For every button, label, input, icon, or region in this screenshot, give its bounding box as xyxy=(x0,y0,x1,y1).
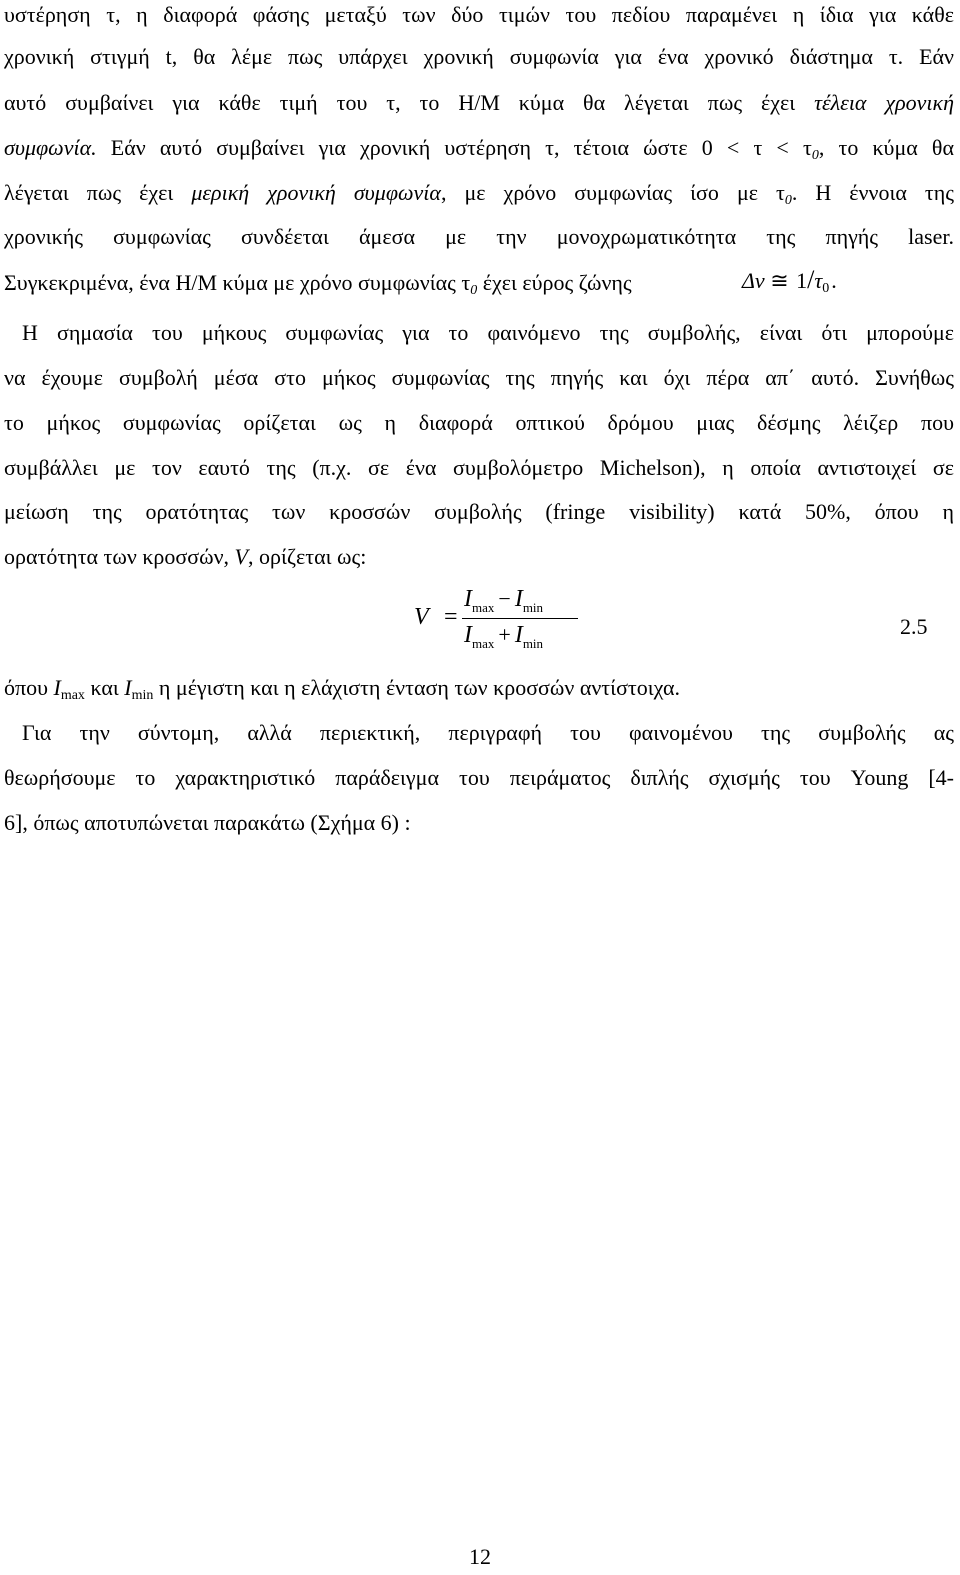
text-line-17 xyxy=(4,808,954,838)
text-line-16 xyxy=(4,763,954,793)
line-13-end: , ορίζεται ως: xyxy=(248,544,367,569)
bandwidth-tau-sub: 0 xyxy=(822,281,830,296)
text-line-15 xyxy=(4,718,954,748)
denominator-min-sub: min xyxy=(522,636,544,651)
numerator-i-max: I xyxy=(464,586,472,612)
tau-0-subscript-3: 0 xyxy=(470,283,478,298)
bandwidth-period: . xyxy=(831,268,837,293)
text-line-3 xyxy=(4,88,954,118)
text-line-4 xyxy=(4,133,954,167)
bandwidth-slash: / xyxy=(807,265,815,294)
denominator-max-sub: max xyxy=(472,636,495,651)
bandwidth-one: 1 xyxy=(796,268,808,293)
line-4-term: συμφωνία. xyxy=(4,135,97,160)
numerator-max-sub: max xyxy=(472,600,495,615)
line-17-text: 6], όπως αποτυπώνεται παρακάτω (Σχήμα 6) : xyxy=(4,810,411,835)
delta-nu: Δν xyxy=(742,268,765,293)
line-6-text: χρονικής συμφωνίας συνδέεται άμεσα με την μονοχρωματικότητα της πηγής laser. xyxy=(4,224,954,249)
line-3-text: αυτό συμβαίνει για κάθε τιμή του τ, το Η/Μ κύμα θα λέγεται πως έχει xyxy=(4,90,796,115)
approx-sign: ≅ xyxy=(770,268,789,293)
line-5-mid: , με χρόνο συμφωνίας ίσο με τ xyxy=(440,180,785,205)
visibility-symbol: V xyxy=(234,544,248,569)
line-5-end: . Η έννοια της xyxy=(791,180,954,205)
bandwidth-fraction xyxy=(796,265,829,300)
line-7-text: Συγκεκριμένα, ένα Η/Μ κύμα με χρόνο συμφωνίας τ xyxy=(4,270,471,295)
line-14-and: και xyxy=(84,675,125,700)
bandwidth-tau: τ xyxy=(814,268,823,293)
line-14-i-min: I xyxy=(124,675,132,700)
line-14-end: η μέγιστη και η ελάχιστη ένταση των κροσσών αντίστοιχα. xyxy=(153,675,680,700)
bandwidth-formula xyxy=(742,265,837,300)
text-line-1 xyxy=(4,0,954,30)
line-11-text: συμβάλλει με τον εαυτό της (π.χ. σε ένα συμβολόμετρο Michelson), η οποία αντιστοιχεί σε xyxy=(4,455,954,480)
line-1-text: υστέρηση τ, η διαφορά φάσης μεταξύ των δύο τιμών του πεδίου παραμένει η ίδια για κάθε xyxy=(4,2,954,27)
tau-0-subscript: 0 xyxy=(811,148,819,163)
line-10-text: το μήκος συμφωνίας ορίζεται ως η διαφορά οπτικού δρόμου μιας δέσμης λέιζερ που xyxy=(4,410,954,435)
text-line-2 xyxy=(4,42,954,72)
text-line-10 xyxy=(4,408,954,438)
line-14-start: όπου xyxy=(4,675,54,700)
line-8-text: Η σημασία του μήκους συμφωνίας για το φαινόμενο της συμβολής, είναι ότι μπορούμε xyxy=(22,320,954,345)
text-line-12 xyxy=(4,497,954,527)
denominator-i-max: I xyxy=(464,622,472,648)
visibility-formula xyxy=(410,586,610,666)
line-5-start: λέγεται πως έχει xyxy=(4,180,192,205)
text-line-6 xyxy=(4,222,954,252)
line-16-text: θεωρήσουμε το χαρακτηριστικό παράδειγμα του πειράματος διπλής σχισμής του Young [4- xyxy=(4,765,954,790)
text-line-5 xyxy=(4,178,954,212)
line-2-text: χρονική στιγμή t, θα λέμε πως υπάρχει χρονική συμφωνία για ένα χρονικό διάστημα τ. Εάν xyxy=(4,44,954,69)
numerator-i-min: I xyxy=(514,586,523,612)
page-number: 12 xyxy=(469,1544,491,1569)
text-line-9 xyxy=(4,363,954,393)
formula-equals: = xyxy=(444,604,458,630)
text-line-13 xyxy=(4,542,954,572)
line-4-end: , το κύμα θα xyxy=(818,135,954,160)
text-line-8 xyxy=(4,318,954,348)
equation-number: 2.5 xyxy=(900,614,928,639)
line-13-start: ορατότητα των κροσσών, xyxy=(4,544,235,569)
fraction-bar xyxy=(462,618,578,619)
formula-numerator xyxy=(464,586,543,613)
line-12-text: μείωση της ορατότητας των κροσσών συμβολής (fringe visibility) κατά 50%, όπου η xyxy=(4,499,954,524)
line-4-text: Εάν αυτό συμβαίνει για χρονική υστέρηση τ, τέτοια ώστε 0 < τ < τ xyxy=(96,135,812,160)
line-15-text: Για την σύντομη, αλλά περιεκτική, περιγραφή του φαινομένου της συμβολής ας xyxy=(22,720,954,745)
formula-denominator xyxy=(464,622,543,649)
denominator-plus: + xyxy=(498,622,511,647)
text-line-11 xyxy=(4,453,954,483)
line-9-text: να έχουμε συμβολή μέσα στο μήκος συμφωνίας της πηγής και όχι πέρα απ΄ αυτό. Συνήθως xyxy=(4,365,954,390)
text-line-14 xyxy=(4,673,954,707)
tau-0-subscript-2: 0 xyxy=(784,193,792,208)
numerator-min-sub: min xyxy=(522,600,544,615)
line-14-i-max: I xyxy=(53,675,61,700)
formula-lhs: V xyxy=(414,604,429,630)
line-7-end: έχει εύρος ζώνης xyxy=(477,270,632,295)
numerator-minus: − xyxy=(498,586,511,611)
denominator-i-min: I xyxy=(514,622,523,648)
partial-coherence-term: μερική χρονική συμφωνία xyxy=(191,180,441,205)
line-14-max-sub: max xyxy=(60,688,85,703)
perfect-coherence-term: τέλεια χρονική xyxy=(814,90,954,115)
line-14-min-sub: min xyxy=(131,688,154,703)
